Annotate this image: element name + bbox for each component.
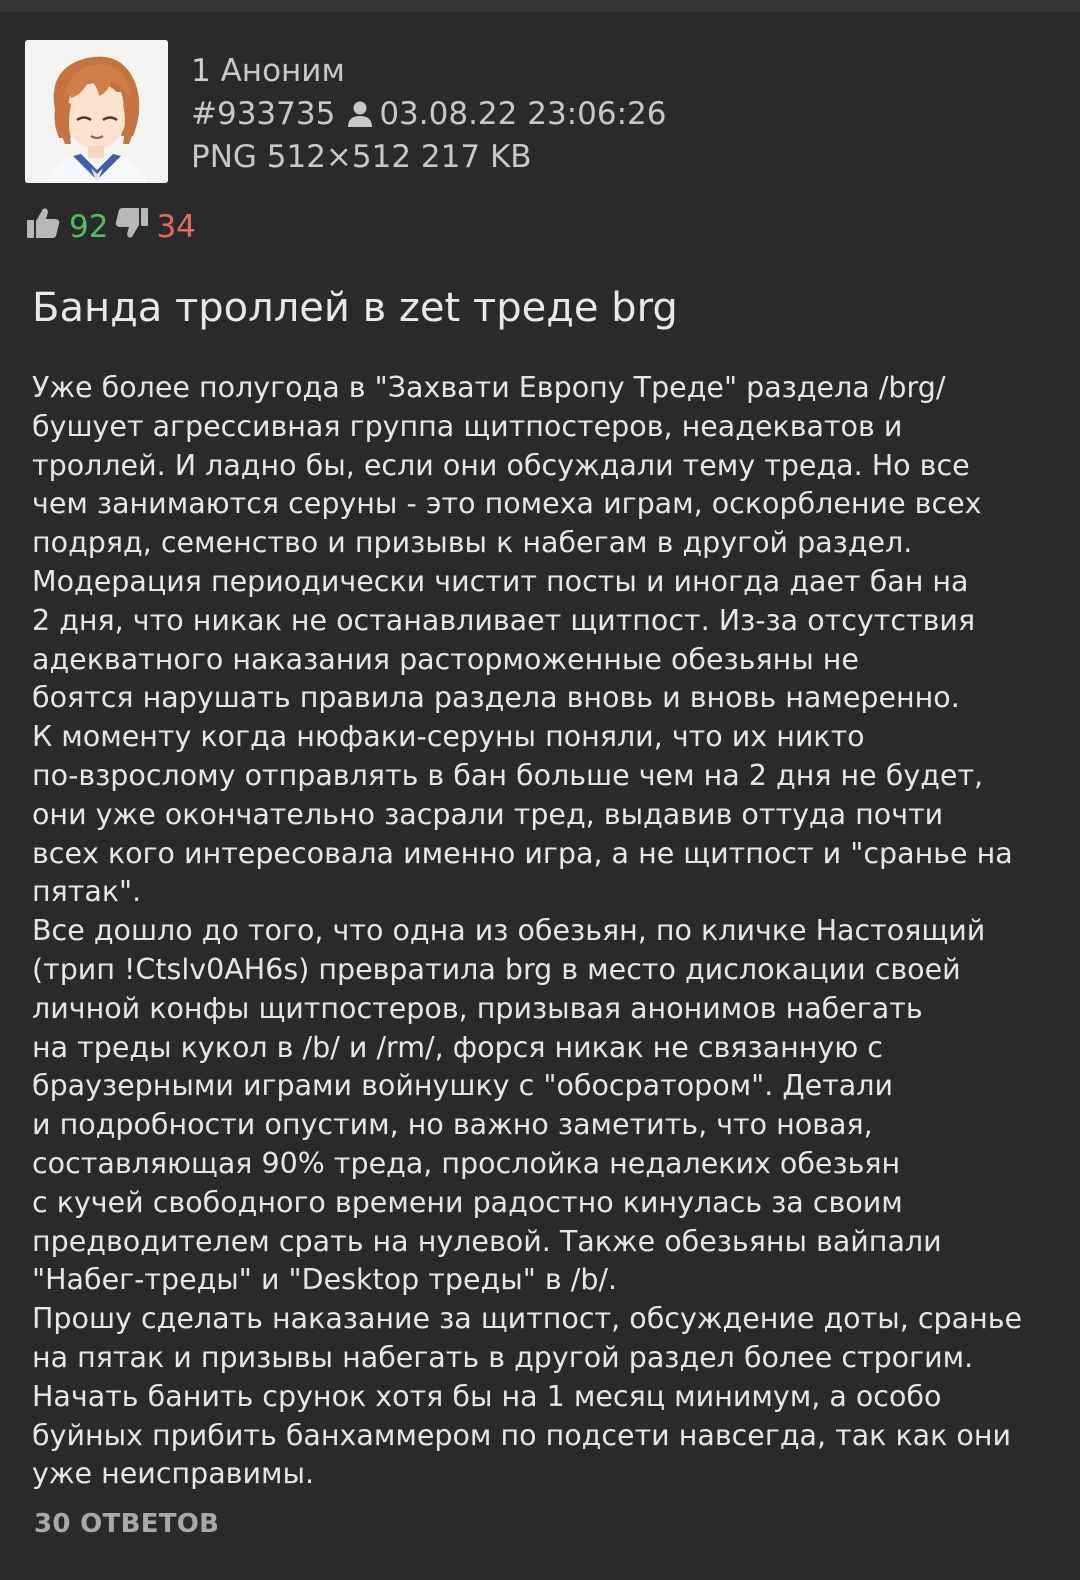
post-body-line: Прошу сделать наказание за щитпост, обсуждение доты, сранье bbox=[32, 1302, 1023, 1336]
post-body-line: они уже окончательно засрали тред, выдавив оттуда почти bbox=[32, 797, 944, 831]
post-body bbox=[32, 369, 1052, 1494]
post-body-line: по-взрослому отправлять в бан больше чем на 2 дня не будет, bbox=[32, 758, 984, 792]
post-body-line: К моменту когда нюфаки-серуны поняли, что их никто bbox=[32, 720, 865, 754]
file-info-text: PNG 512×512 217 KB bbox=[191, 139, 532, 175]
post-title: Банда троллей в zet треде brg bbox=[32, 285, 678, 331]
like-count: 92 bbox=[69, 209, 109, 245]
post-body-line: с кучей свободного времени радостно кинулась за своим bbox=[32, 1185, 903, 1219]
post-body-line: пятак". bbox=[32, 875, 142, 909]
post-body-line: Все дошло до того, что одна из обезьян, по кличке Настоящий bbox=[32, 914, 986, 948]
thumbs-down-icon[interactable] bbox=[114, 205, 150, 249]
post-datetime: 03.08.22 23:06:26 bbox=[379, 96, 667, 132]
anime-avatar-image bbox=[25, 40, 168, 183]
post-body-line: Уже более полугода в "Захвати Европу Треде" раздела /brg/ bbox=[32, 371, 946, 404]
replies-link[interactable]: 30 ОТВЕТОВ bbox=[34, 1509, 220, 1539]
post-body-line: составляющая 90% треда, прослойка недалеких обезьян bbox=[32, 1146, 901, 1180]
post-body-line: 2 дня, что никак не останавливает щитпост. Из-за отсутствия bbox=[32, 603, 976, 637]
post-body-line: Модерация периодически чистит посты и иногда дает бан на bbox=[32, 564, 969, 598]
post-body-line: и подробности опустим, но важно заметить, что новая, bbox=[32, 1108, 873, 1142]
post-body-line: (трип !Ctslv0AH6s) превратила brg в место дислокации своей bbox=[32, 952, 961, 986]
top-bar bbox=[0, 0, 1080, 12]
post-header-line bbox=[191, 50, 666, 93]
post-body-line: предводителем срать на нулевой. Также обезьяны вайпали bbox=[32, 1224, 942, 1258]
post-file-info[interactable] bbox=[191, 136, 666, 179]
post-image-thumbnail[interactable] bbox=[25, 40, 168, 183]
post-body-line: всех кого интересовала именно игра, а не щитпост и "сранье на bbox=[32, 836, 1013, 870]
post-body-line: на пятак и призывы набегать в другой раздел более строгим. bbox=[32, 1340, 974, 1374]
thumbs-up-icon[interactable] bbox=[25, 205, 61, 249]
post-id[interactable]: #933735 bbox=[191, 96, 336, 132]
post-body-line: на треды кукол в /b/ и /rm/, форся никак не связанную с bbox=[32, 1030, 883, 1064]
post-body-line: Начать банить срунок хотя бы на 1 месяц минимум, а особо bbox=[32, 1379, 942, 1413]
post-body-line: "Набег-треды" и "Desktop треды" в /b/. bbox=[32, 1263, 618, 1297]
post-body-line: буйных прибить банхаммером по подсети навсегда, так как они bbox=[32, 1418, 1011, 1452]
post-body-line: бушует агрессивная группа щитпостеров, неадекватов и bbox=[32, 409, 903, 443]
post-body-line: браузерными играми войнушку с "обосратором". Детали bbox=[32, 1069, 894, 1103]
post-meta bbox=[191, 50, 666, 179]
post-body-line: уже неисправимы. bbox=[32, 1457, 315, 1491]
post-number: 1 bbox=[191, 53, 211, 89]
post-id-line bbox=[191, 93, 666, 136]
dislike-count: 34 bbox=[156, 209, 196, 245]
post-body-line: боятся нарушать правила раздела вновь и вновь намеренно. bbox=[32, 681, 960, 715]
post-body-line: подряд, семенство и призывы к набегам в другой раздел. bbox=[32, 526, 913, 560]
post-card bbox=[0, 12, 1080, 1580]
user-icon bbox=[347, 97, 373, 140]
post-body-line: троллей. И ладно бы, если они обсуждали тему треда. Но все bbox=[32, 448, 970, 482]
post-body-line: чем занимаются серуны - это помеха играм, оскорбление всех bbox=[32, 487, 982, 521]
vote-bar bbox=[25, 207, 196, 247]
post-body-line: личной конфы щитпостеров, призывая анонимов набегать bbox=[32, 991, 923, 1025]
post-body-line: адекватного наказания расторможенные обезьяны не bbox=[32, 642, 859, 676]
post-author: Аноним bbox=[220, 53, 345, 89]
